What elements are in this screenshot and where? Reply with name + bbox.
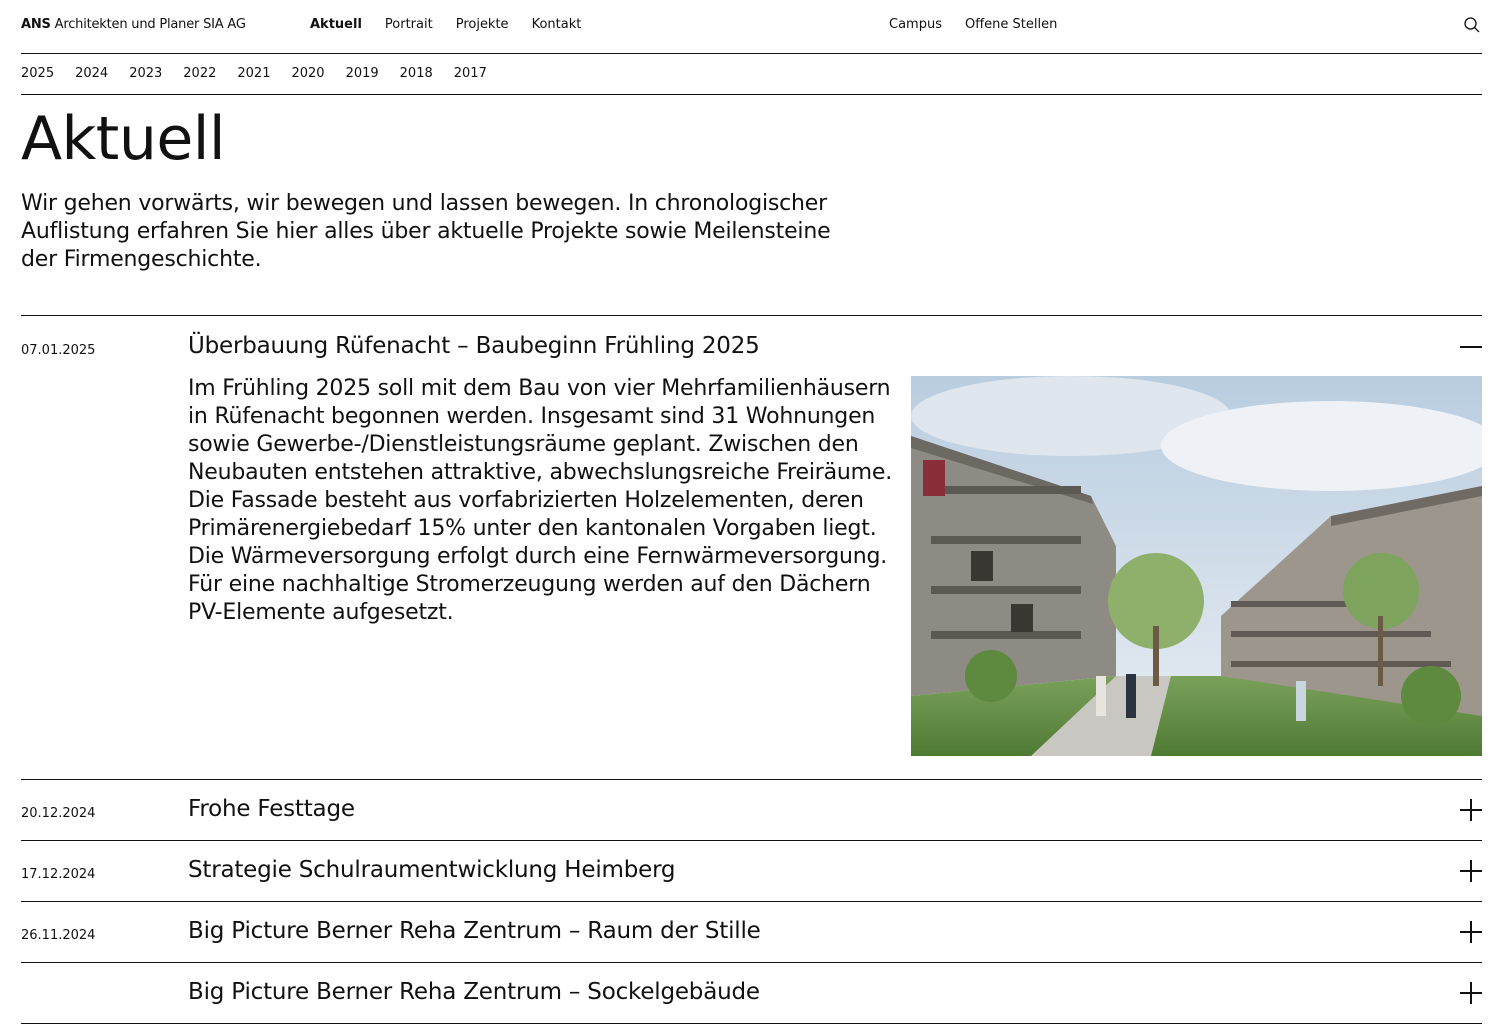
site-header	[21, 0, 1482, 54]
nav-item-portrait[interactable]: Portrait	[384, 17, 433, 32]
year-2024[interactable]: 2024	[75, 66, 109, 81]
year-2021[interactable]: 2021	[237, 66, 271, 81]
minus-icon[interactable]	[1460, 336, 1482, 358]
year-2022[interactable]: 2022	[183, 66, 217, 81]
news-title[interactable]: Überbauung Rüfenacht – Baubeginn Frühling 2025	[188, 333, 760, 359]
news-item	[21, 780, 1482, 841]
secondary-nav	[889, 17, 1057, 32]
news-image	[911, 376, 1482, 756]
plus-icon[interactable]	[1460, 921, 1482, 943]
news-item	[21, 316, 1482, 780]
news-title[interactable]: Big Picture Berner Reha Zentrum – Raum der Stille	[188, 918, 761, 944]
news-date: 17.12.2024	[21, 867, 96, 882]
brand-name: Architekten und Planer SIA AG	[54, 17, 246, 32]
plus-icon[interactable]	[1460, 860, 1482, 882]
news-date: 20.12.2024	[21, 806, 96, 821]
plus-icon[interactable]	[1460, 982, 1482, 1004]
nav-item-aktuell[interactable]: Aktuell	[310, 17, 362, 32]
plus-icon[interactable]	[1460, 799, 1482, 821]
page-intro: Wir gehen vorwärts, wir bewegen und lassen bewegen. In chronologischer Auflistung erfahren Sie hier alles über aktuelle Projekte sowie Meilensteine der Firmengeschichte.	[21, 191, 831, 272]
year-2019[interactable]: 2019	[345, 66, 379, 81]
news-date: 26.11.2024	[21, 928, 96, 943]
news-title[interactable]: Big Picture Berner Reha Zentrum – Sockelgebäude	[188, 979, 760, 1005]
page-title: Aktuell	[21, 104, 226, 174]
nav-item-offene-stellen[interactable]: Offene Stellen	[964, 17, 1058, 32]
news-date: 07.01.2025	[21, 343, 96, 358]
news-body: Im Frühling 2025 soll mit dem Bau von vier Mehrfamilienhäusern in Rüfenacht begonnen werden. Insgesamt sind 31 Wohnungen sowie Gewerbe-/Dienstleistungsräume geplant. Zwischen den Neubauten entstehen attraktive, abwechslungsreiche Freiräume. Die Fassade besteht aus vorfabrizierten Holzelementen, deren Primärenergiebedarf 15% unter den kantonalen Vorgaben liegt. Die Wärmeversorgung erfolgt durch eine Fernwärmeversorgung. Für eine nachhaltige Stromerzeugung werden auf den Dächern PV-Elemente aufgesetzt.	[188, 376, 893, 625]
news-item	[21, 963, 1482, 1024]
news-item	[21, 841, 1482, 902]
news-title[interactable]: Frohe Festtage	[188, 796, 355, 822]
news-item	[21, 902, 1482, 963]
brand-abbreviation: ANS	[21, 17, 51, 32]
search-icon[interactable]	[1462, 15, 1482, 35]
news-title[interactable]: Strategie Schulraumentwicklung Heimberg	[188, 857, 676, 883]
year-2018[interactable]: 2018	[399, 66, 433, 81]
brand-logo[interactable]	[21, 17, 246, 32]
nav-item-kontakt[interactable]: Kontakt	[531, 17, 582, 32]
year-2025[interactable]: 2025	[21, 66, 55, 81]
year-2020[interactable]: 2020	[291, 66, 325, 81]
nav-item-campus[interactable]: Campus	[889, 17, 942, 32]
year-filter	[21, 54, 1482, 95]
main-nav	[310, 17, 581, 32]
nav-item-projekte[interactable]: Projekte	[455, 17, 509, 32]
year-2023[interactable]: 2023	[129, 66, 163, 81]
news-list	[21, 315, 1482, 1024]
year-2017[interactable]: 2017	[453, 66, 487, 81]
